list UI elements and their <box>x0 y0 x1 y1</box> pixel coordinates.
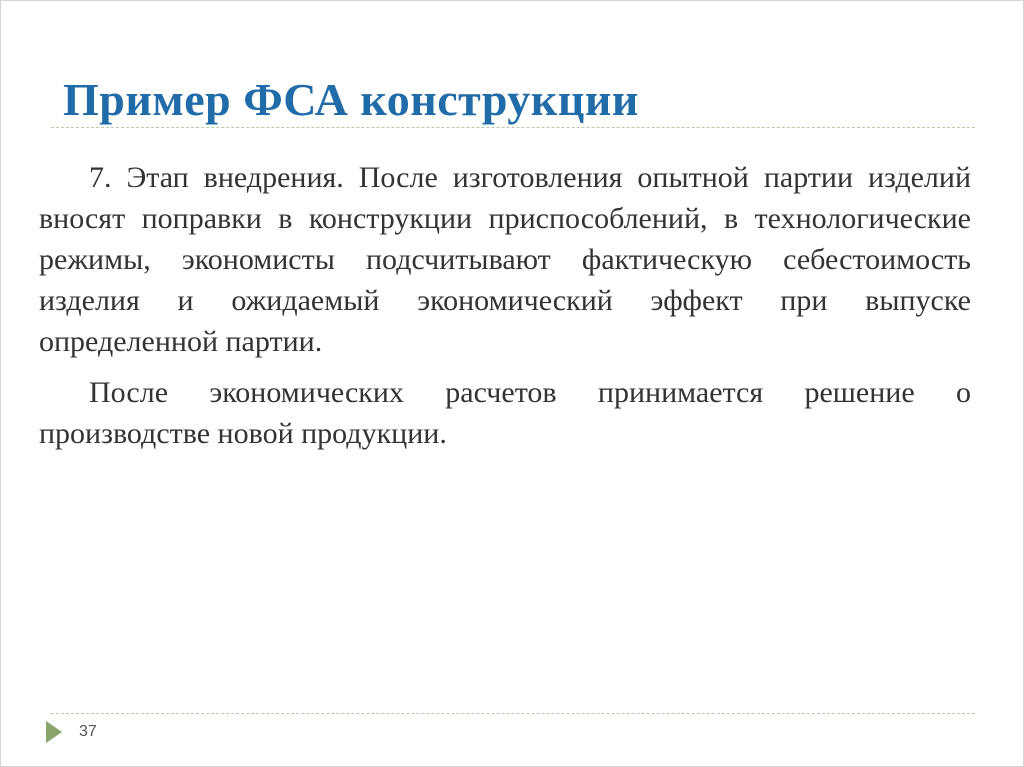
title-divider <box>51 127 975 128</box>
slide-title: Пример ФСА конструкции <box>63 74 639 125</box>
body-paragraph-1: 7. Этап внедрения. После изготовления опытной партии изделий вносят поправки в конструкции приспособлений, в технологические режимы, экономисты подсчитывают фактическую себестоимость изделия и ожидаемый экономический эффект при выпуске определенной партии. <box>39 161 971 358</box>
footer-divider <box>51 713 975 714</box>
slide-body <box>39 157 971 454</box>
page-number: 37 <box>79 723 97 740</box>
body-paragraph-2: После экономических расчетов принимается решение о производстве новой продукции. <box>39 376 971 450</box>
triangle-arrow-right-icon <box>46 721 62 743</box>
